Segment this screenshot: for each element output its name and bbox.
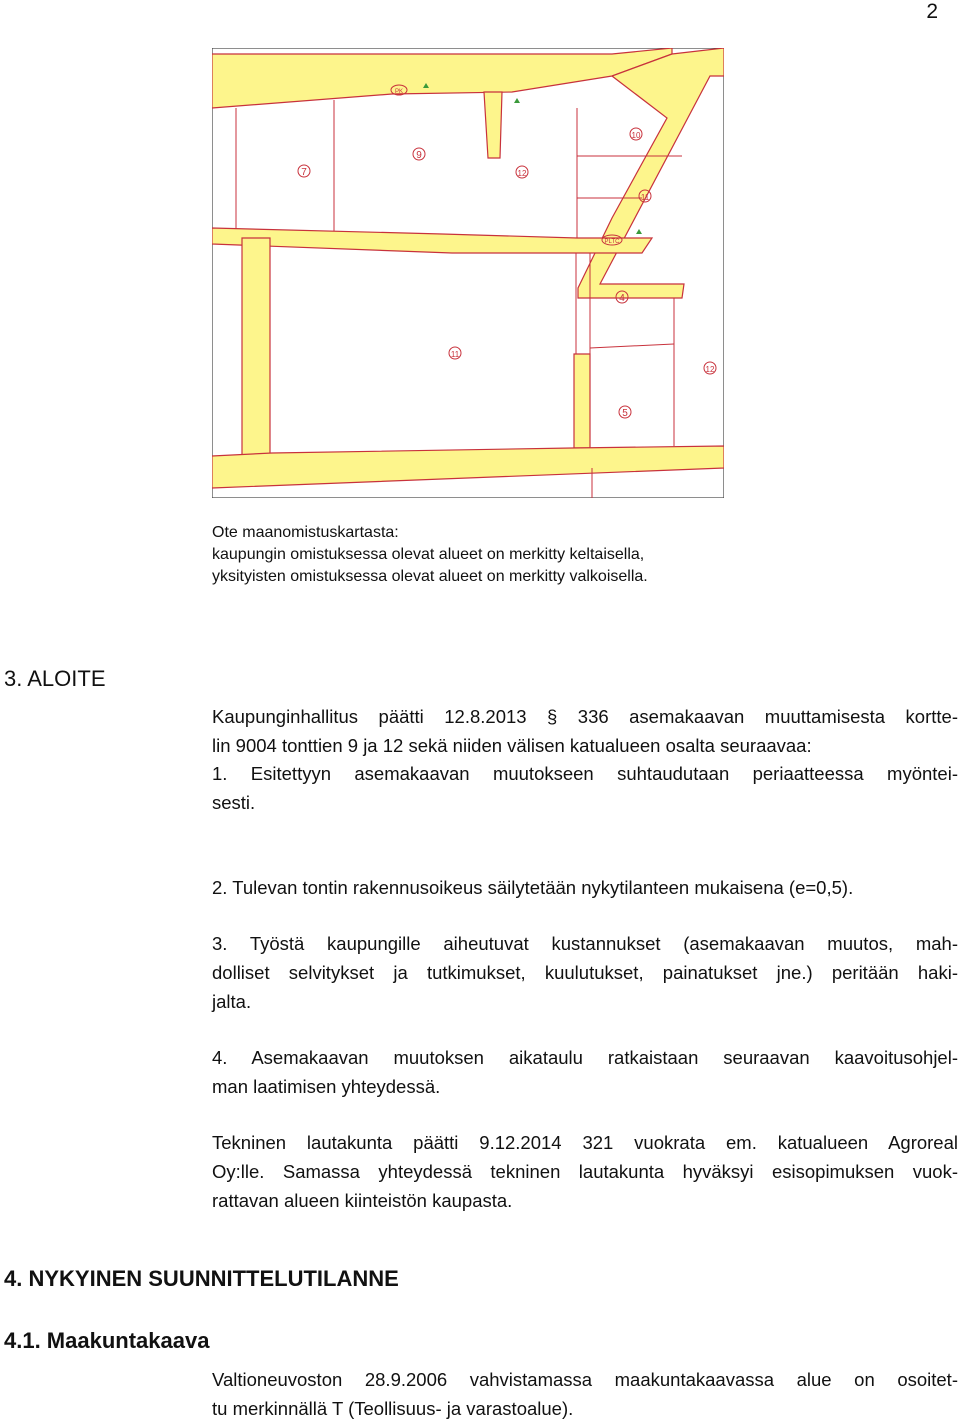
paragraph-line: Tekninen lautakunta päätti 9.12.2014 321 vuokrata em. katualueen Agroreal [212, 1132, 958, 1153]
svg-text:PLTC: PLTC [604, 239, 620, 245]
page-number: 2 [926, 0, 938, 23]
svg-text:4: 4 [619, 293, 625, 304]
svg-text:5: 5 [622, 408, 628, 419]
paragraph-line: Valtioneuvoston 28.9.2006 vahvistamassa maakuntakaavassa alue on osoitet- [212, 1369, 958, 1390]
decision-item-4 [212, 1043, 958, 1101]
svg-text:7: 7 [301, 167, 307, 178]
svg-text:12: 12 [517, 169, 527, 178]
decision-item-3 [212, 929, 958, 1016]
paragraph-line: 2. Tulevan tontin rakennusoikeus säilytetään nykytilanteen mukaisena (e=0,5). [212, 877, 854, 898]
paragraph-line: man laatimisen yhteydessä. [212, 1076, 441, 1097]
paragraph-line: rattavan alueen kiinteistön kaupasta. [212, 1190, 513, 1211]
paragraph-line: 3. Työstä kaupungille aiheutuvat kustannukset (asemakaavan muutos, mah- [212, 933, 958, 954]
maakuntakaava-paragraph [212, 1365, 958, 1423]
svg-text:11: 11 [640, 193, 650, 202]
svg-text:11: 11 [450, 350, 460, 359]
caption-line: Ote maanomistuskartasta: [212, 524, 399, 541]
section-3-intro [212, 702, 958, 760]
caption-line: kaupungin omistuksessa olevat alueet on merkitty keltaisella, [212, 546, 645, 563]
paragraph-line: Oy:lle. Samassa yhteydessä tekninen lautakunta hyväksyi esisopimuksen vuok- [212, 1161, 958, 1182]
ownership-map [212, 48, 724, 498]
decision-item-2 [212, 873, 958, 902]
section-4-1-heading: 4.1. Maakuntakaava [4, 1328, 210, 1353]
paragraph-line: Kaupunginhallitus päätti 12.8.2013 § 336 asemakaavan muuttamisesta kortte- [212, 706, 958, 727]
svg-text:12: 12 [705, 365, 715, 374]
road-stub-bottom [574, 354, 590, 448]
tekninen-lautakunta-paragraph [212, 1128, 958, 1215]
paragraph-line: jalta. [212, 991, 252, 1012]
paragraph-line: lin 9004 tonttien 9 ja 12 sekä niiden välisen katualueen osalta seuraavaa: [212, 735, 812, 756]
road-left [242, 238, 270, 468]
caption-line: yksityisten omistuksessa olevat alueet on merkitty valkoisella. [212, 568, 648, 585]
map-frame [212, 48, 724, 498]
paragraph-line: 4. Asemakaavan muutoksen aikataulu ratkaistaan seuraavan kaavoitusohjel- [212, 1047, 958, 1068]
map-caption [212, 522, 648, 588]
decision-item-1 [212, 759, 958, 817]
svg-text:9: 9 [416, 150, 422, 161]
paragraph-line: 1. Esitettyyn asemakaavan muutokseen suhtaudutaan periaatteessa myöntei- [212, 763, 958, 784]
paragraph-line: tu merkinnällä T (Teollisuus- ja varastoalue). [212, 1398, 574, 1419]
section-4-heading: 4. NYKYINEN SUUNNITTELUTILANNE [4, 1266, 399, 1291]
paragraph-line: sesti. [212, 792, 256, 813]
section-3-heading: 3. ALOITE [4, 666, 106, 691]
paragraph-line: dolliset selvitykset ja tutkimukset, kuulutukset, painatukset jne.) peritään haki- [212, 962, 958, 983]
svg-text:10: 10 [631, 131, 641, 140]
svg-text:PK: PK [394, 89, 404, 95]
